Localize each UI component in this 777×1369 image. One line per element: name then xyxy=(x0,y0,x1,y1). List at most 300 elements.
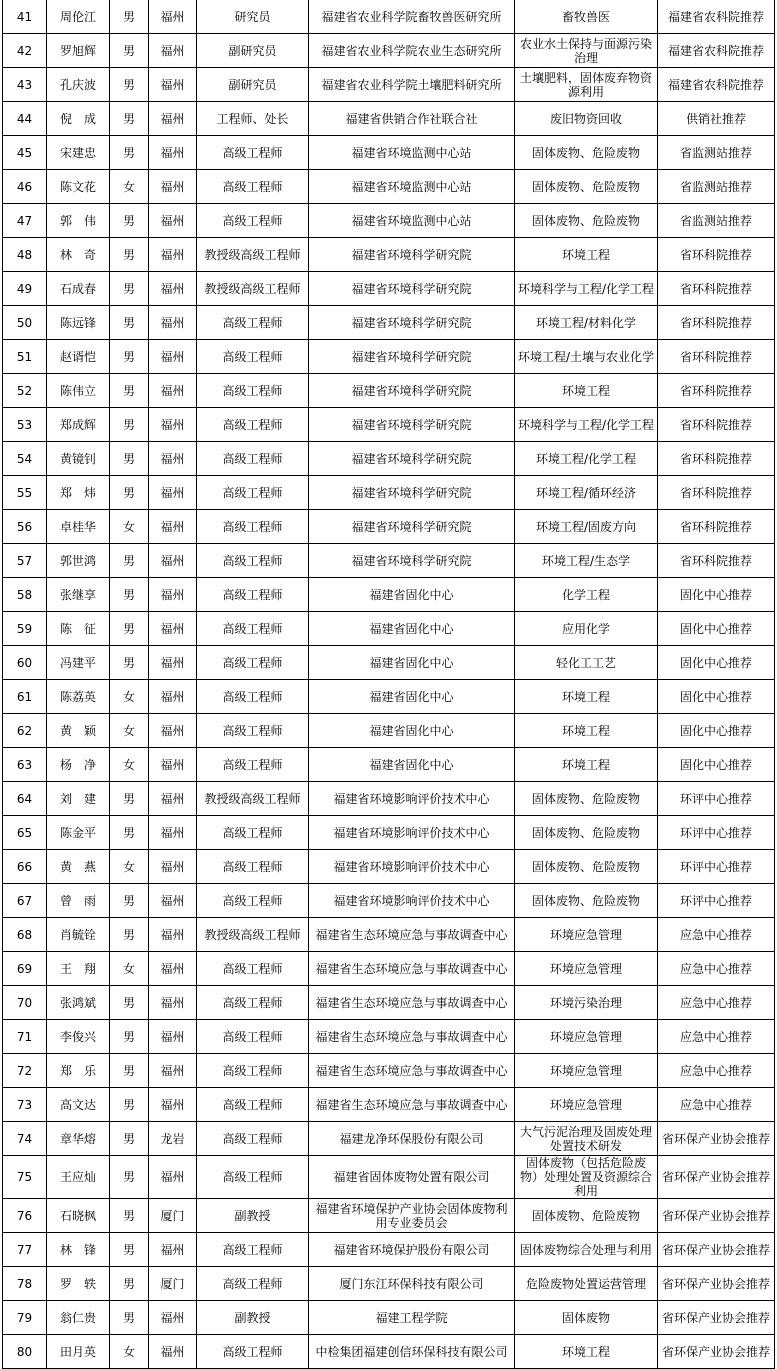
org-cell: 福建省固化中心 xyxy=(309,612,515,646)
title-cell: 高级工程师 xyxy=(197,680,309,714)
gender-cell: 男 xyxy=(110,374,149,408)
field-cell: 环境工程 xyxy=(515,680,658,714)
recommender-cell: 环评中心推荐 xyxy=(658,850,775,884)
field-cell: 环境工程 xyxy=(515,748,658,782)
table-row xyxy=(3,442,775,476)
title-cell: 高级工程师 xyxy=(197,408,309,442)
title-cell: 高级工程师 xyxy=(197,1088,309,1122)
title-cell: 副研究员 xyxy=(197,34,309,68)
name-cell: 陈 征 xyxy=(47,612,110,646)
title-cell: 高级工程师 xyxy=(197,204,309,238)
field-cell: 固体废物、危险废物 xyxy=(515,1199,658,1233)
table-row xyxy=(3,136,775,170)
gender-cell: 男 xyxy=(110,578,149,612)
city-cell: 福州 xyxy=(149,578,197,612)
title-cell: 高级工程师 xyxy=(197,340,309,374)
city-cell: 福州 xyxy=(149,850,197,884)
recommender-cell: 固化中心推荐 xyxy=(658,680,775,714)
gender-cell: 女 xyxy=(110,170,149,204)
gender-cell: 女 xyxy=(110,680,149,714)
city-cell: 福州 xyxy=(149,1301,197,1335)
city-cell: 厦门 xyxy=(149,1199,197,1233)
table-row xyxy=(3,782,775,816)
org-cell: 福建省固化中心 xyxy=(309,646,515,680)
recommender-cell: 环评中心推荐 xyxy=(658,782,775,816)
org-cell: 福建省生态环境应急与事故调查中心 xyxy=(309,1054,515,1088)
city-cell: 福州 xyxy=(149,1233,197,1267)
gender-cell: 男 xyxy=(110,0,149,34)
name-cell: 曾 雨 xyxy=(47,884,110,918)
number-cell: 76 xyxy=(3,1199,47,1233)
table-row xyxy=(3,340,775,374)
table-row xyxy=(3,986,775,1020)
field-cell: 环境应急管理 xyxy=(515,1020,658,1054)
name-cell: 陈伟立 xyxy=(47,374,110,408)
recommender-cell: 省环保产业协会推荐 xyxy=(658,1122,775,1156)
title-cell: 副教授 xyxy=(197,1199,309,1233)
name-cell: 李俊兴 xyxy=(47,1020,110,1054)
table-row xyxy=(3,612,775,646)
gender-cell: 男 xyxy=(110,68,149,102)
city-cell: 福州 xyxy=(149,680,197,714)
field-cell: 环境工程/土壤与农业化学 xyxy=(515,340,658,374)
table-row xyxy=(3,1156,775,1199)
org-cell: 福建工程学院 xyxy=(309,1301,515,1335)
org-cell: 福建省环境科学研究院 xyxy=(309,476,515,510)
recommender-cell: 省监测站推荐 xyxy=(658,170,775,204)
recommender-cell: 固化中心推荐 xyxy=(658,612,775,646)
recommender-cell: 省监测站推荐 xyxy=(658,204,775,238)
gender-cell: 男 xyxy=(110,1122,149,1156)
gender-cell: 男 xyxy=(110,204,149,238)
number-cell: 79 xyxy=(3,1301,47,1335)
title-cell: 高级工程师 xyxy=(197,170,309,204)
name-cell: 冯建平 xyxy=(47,646,110,680)
org-cell: 福建省环境监测中心站 xyxy=(309,136,515,170)
city-cell: 福州 xyxy=(149,1156,197,1199)
field-cell: 固体废物、危险废物 xyxy=(515,782,658,816)
recommender-cell: 福建省农科院推荐 xyxy=(658,0,775,34)
title-cell: 工程师、处长 xyxy=(197,102,309,136)
city-cell: 福州 xyxy=(149,374,197,408)
title-cell: 教授级高级工程师 xyxy=(197,272,309,306)
number-cell: 50 xyxy=(3,306,47,340)
gender-cell: 男 xyxy=(110,1156,149,1199)
number-cell: 63 xyxy=(3,748,47,782)
city-cell: 福州 xyxy=(149,1020,197,1054)
name-cell: 石成春 xyxy=(47,272,110,306)
city-cell: 福州 xyxy=(149,306,197,340)
title-cell: 教授级高级工程师 xyxy=(197,782,309,816)
table-row xyxy=(3,714,775,748)
city-cell: 福州 xyxy=(149,952,197,986)
city-cell: 福州 xyxy=(149,782,197,816)
name-cell: 罗 轶 xyxy=(47,1267,110,1301)
title-cell: 高级工程师 xyxy=(197,544,309,578)
recommender-cell: 福建省农科院推荐 xyxy=(658,34,775,68)
table-row xyxy=(3,1054,775,1088)
number-cell: 71 xyxy=(3,1020,47,1054)
gender-cell: 男 xyxy=(110,782,149,816)
number-cell: 47 xyxy=(3,204,47,238)
city-cell: 福州 xyxy=(149,102,197,136)
field-cell: 环境工程 xyxy=(515,1335,658,1369)
number-cell: 41 xyxy=(3,0,47,34)
number-cell: 53 xyxy=(3,408,47,442)
gender-cell: 男 xyxy=(110,1088,149,1122)
name-cell: 张鸿斌 xyxy=(47,986,110,1020)
recommender-cell: 应急中心推荐 xyxy=(658,1054,775,1088)
field-cell: 农业水土保持与面源污染治理 xyxy=(515,34,658,68)
table-row xyxy=(3,34,775,68)
recommender-cell: 省环科院推荐 xyxy=(658,340,775,374)
name-cell: 黄 颖 xyxy=(47,714,110,748)
city-cell: 福州 xyxy=(149,238,197,272)
number-cell: 45 xyxy=(3,136,47,170)
title-cell: 高级工程师 xyxy=(197,986,309,1020)
org-cell: 福建省环境影响评价技术中心 xyxy=(309,782,515,816)
table-row xyxy=(3,952,775,986)
city-cell: 福州 xyxy=(149,0,197,34)
table-row xyxy=(3,748,775,782)
table-row xyxy=(3,1233,775,1267)
title-cell: 高级工程师 xyxy=(197,816,309,850)
field-cell: 固体废物、危险废物 xyxy=(515,816,658,850)
org-cell: 福建省生态环境应急与事故调查中心 xyxy=(309,918,515,952)
number-cell: 66 xyxy=(3,850,47,884)
field-cell: 固体废物、危险废物 xyxy=(515,850,658,884)
gender-cell: 女 xyxy=(110,714,149,748)
gender-cell: 女 xyxy=(110,510,149,544)
name-cell: 陈荔英 xyxy=(47,680,110,714)
field-cell: 环境工程 xyxy=(515,374,658,408)
field-cell: 废旧物资回收 xyxy=(515,102,658,136)
org-cell: 福建省固化中心 xyxy=(309,748,515,782)
recommender-cell: 供销社推荐 xyxy=(658,102,775,136)
name-cell: 陈远锋 xyxy=(47,306,110,340)
field-cell: 固体废物（包括危险废物）处理处置及资源综合利用 xyxy=(515,1156,658,1199)
title-cell: 高级工程师 xyxy=(197,850,309,884)
field-cell: 环境应急管理 xyxy=(515,918,658,952)
gender-cell: 男 xyxy=(110,646,149,680)
field-cell: 畜牧兽医 xyxy=(515,0,658,34)
table-row xyxy=(3,680,775,714)
gender-cell: 男 xyxy=(110,136,149,170)
number-cell: 58 xyxy=(3,578,47,612)
name-cell: 陈金平 xyxy=(47,816,110,850)
number-cell: 70 xyxy=(3,986,47,1020)
table-row xyxy=(3,884,775,918)
field-cell: 环境科学与工程/化学工程 xyxy=(515,408,658,442)
gender-cell: 男 xyxy=(110,442,149,476)
org-cell: 福建省环境科学研究院 xyxy=(309,374,515,408)
recommender-cell: 固化中心推荐 xyxy=(658,748,775,782)
gender-cell: 男 xyxy=(110,1233,149,1267)
number-cell: 44 xyxy=(3,102,47,136)
city-cell: 福州 xyxy=(149,748,197,782)
table-row xyxy=(3,68,775,102)
org-cell: 福建省供销合作社联合社 xyxy=(309,102,515,136)
title-cell: 高级工程师 xyxy=(197,136,309,170)
number-cell: 54 xyxy=(3,442,47,476)
name-cell: 王应灿 xyxy=(47,1156,110,1199)
name-cell: 田月英 xyxy=(47,1335,110,1369)
name-cell: 肖毓铨 xyxy=(47,918,110,952)
gender-cell: 男 xyxy=(110,102,149,136)
gender-cell: 男 xyxy=(110,986,149,1020)
city-cell: 福州 xyxy=(149,34,197,68)
title-cell: 教授级高级工程师 xyxy=(197,238,309,272)
org-cell: 福建省生态环境应急与事故调查中心 xyxy=(309,1020,515,1054)
number-cell: 62 xyxy=(3,714,47,748)
org-cell: 福建省环境科学研究院 xyxy=(309,238,515,272)
gender-cell: 男 xyxy=(110,612,149,646)
org-cell: 福建省农业科学院土壤肥料研究所 xyxy=(309,68,515,102)
recommender-cell: 省环科院推荐 xyxy=(658,442,775,476)
table-row xyxy=(3,238,775,272)
number-cell: 55 xyxy=(3,476,47,510)
recommender-cell: 省环保产业协会推荐 xyxy=(658,1267,775,1301)
gender-cell: 男 xyxy=(110,306,149,340)
field-cell: 应用化学 xyxy=(515,612,658,646)
gender-cell: 男 xyxy=(110,884,149,918)
title-cell: 高级工程师 xyxy=(197,1122,309,1156)
name-cell: 石晓枫 xyxy=(47,1199,110,1233)
gender-cell: 男 xyxy=(110,1020,149,1054)
recommender-cell: 应急中心推荐 xyxy=(658,952,775,986)
recommender-cell: 环评中心推荐 xyxy=(658,816,775,850)
name-cell: 张继享 xyxy=(47,578,110,612)
city-cell: 福州 xyxy=(149,1054,197,1088)
number-cell: 51 xyxy=(3,340,47,374)
recommender-cell: 省环科院推荐 xyxy=(658,510,775,544)
org-cell: 福建省生态环境应急与事故调查中心 xyxy=(309,1088,515,1122)
table-row xyxy=(3,1020,775,1054)
number-cell: 69 xyxy=(3,952,47,986)
name-cell: 宋建忠 xyxy=(47,136,110,170)
table-row xyxy=(3,1267,775,1301)
name-cell: 陈文花 xyxy=(47,170,110,204)
number-cell: 64 xyxy=(3,782,47,816)
table-row xyxy=(3,544,775,578)
name-cell: 林 锋 xyxy=(47,1233,110,1267)
org-cell: 福建省环境科学研究院 xyxy=(309,544,515,578)
org-cell: 福建省环境监测中心站 xyxy=(309,204,515,238)
field-cell: 环境工程/化学工程 xyxy=(515,442,658,476)
number-cell: 60 xyxy=(3,646,47,680)
recommender-cell: 省环科院推荐 xyxy=(658,374,775,408)
title-cell: 高级工程师 xyxy=(197,748,309,782)
title-cell: 高级工程师 xyxy=(197,646,309,680)
title-cell: 教授级高级工程师 xyxy=(197,918,309,952)
org-cell: 福建省环境科学研究院 xyxy=(309,272,515,306)
number-cell: 75 xyxy=(3,1156,47,1199)
number-cell: 77 xyxy=(3,1233,47,1267)
field-cell: 大气污泥治理及固废处理处置技术研发 xyxy=(515,1122,658,1156)
table-row xyxy=(3,102,775,136)
number-cell: 72 xyxy=(3,1054,47,1088)
title-cell: 高级工程师 xyxy=(197,476,309,510)
title-cell: 高级工程师 xyxy=(197,306,309,340)
org-cell: 福建省环境影响评价技术中心 xyxy=(309,884,515,918)
field-cell: 固体废物、危险废物 xyxy=(515,170,658,204)
number-cell: 59 xyxy=(3,612,47,646)
gender-cell: 男 xyxy=(110,1267,149,1301)
table-row xyxy=(3,1301,775,1335)
field-cell: 轻化工工艺 xyxy=(515,646,658,680)
org-cell: 福建省环境科学研究院 xyxy=(309,510,515,544)
name-cell: 杨 净 xyxy=(47,748,110,782)
org-cell: 福建省环境科学研究院 xyxy=(309,340,515,374)
title-cell: 副教授 xyxy=(197,1301,309,1335)
name-cell: 章华熔 xyxy=(47,1122,110,1156)
field-cell: 环境工程/材料化学 xyxy=(515,306,658,340)
org-cell: 福建省环境保护股份有限公司 xyxy=(309,1233,515,1267)
city-cell: 福州 xyxy=(149,646,197,680)
recommender-cell: 省环科院推荐 xyxy=(658,476,775,510)
name-cell: 黄镜钊 xyxy=(47,442,110,476)
org-cell: 福建省环境科学研究院 xyxy=(309,442,515,476)
number-cell: 46 xyxy=(3,170,47,204)
gender-cell: 男 xyxy=(110,408,149,442)
city-cell: 福州 xyxy=(149,68,197,102)
gender-cell: 男 xyxy=(110,816,149,850)
title-cell: 高级工程师 xyxy=(197,442,309,476)
number-cell: 42 xyxy=(3,34,47,68)
gender-cell: 男 xyxy=(110,1199,149,1233)
field-cell: 环境科学与工程/化学工程 xyxy=(515,272,658,306)
number-cell: 61 xyxy=(3,680,47,714)
org-cell: 福建省固化中心 xyxy=(309,578,515,612)
table-row xyxy=(3,272,775,306)
name-cell: 郑成辉 xyxy=(47,408,110,442)
org-cell: 福建省固化中心 xyxy=(309,714,515,748)
expert-table xyxy=(2,0,775,1369)
table-row xyxy=(3,816,775,850)
number-cell: 43 xyxy=(3,68,47,102)
name-cell: 郭世鸿 xyxy=(47,544,110,578)
title-cell: 高级工程师 xyxy=(197,374,309,408)
org-cell: 福建省农业科学院畜牧兽医研究所 xyxy=(309,0,515,34)
title-cell: 研究员 xyxy=(197,0,309,34)
org-cell: 福建省环境保护产业协会固体废物利用专业委员会 xyxy=(309,1199,515,1233)
city-cell: 福州 xyxy=(149,510,197,544)
recommender-cell: 省环保产业协会推荐 xyxy=(658,1233,775,1267)
name-cell: 郑 炜 xyxy=(47,476,110,510)
title-cell: 副研究员 xyxy=(197,68,309,102)
org-cell: 福建省环境监测中心站 xyxy=(309,170,515,204)
name-cell: 倪 成 xyxy=(47,102,110,136)
name-cell: 高文达 xyxy=(47,1088,110,1122)
org-cell: 福建省固化中心 xyxy=(309,680,515,714)
title-cell: 高级工程师 xyxy=(197,952,309,986)
field-cell: 环境工程/循环经济 xyxy=(515,476,658,510)
gender-cell: 女 xyxy=(110,1335,149,1369)
recommender-cell: 福建省农科院推荐 xyxy=(658,68,775,102)
city-cell: 福州 xyxy=(149,544,197,578)
number-cell: 78 xyxy=(3,1267,47,1301)
field-cell: 环境工程 xyxy=(515,714,658,748)
name-cell: 林 奇 xyxy=(47,238,110,272)
number-cell: 49 xyxy=(3,272,47,306)
field-cell: 固体废物 xyxy=(515,1301,658,1335)
number-cell: 57 xyxy=(3,544,47,578)
name-cell: 刘 建 xyxy=(47,782,110,816)
org-cell: 福建省环境影响评价技术中心 xyxy=(309,816,515,850)
city-cell: 福州 xyxy=(149,476,197,510)
recommender-cell: 应急中心推荐 xyxy=(658,918,775,952)
name-cell: 黄 燕 xyxy=(47,850,110,884)
gender-cell: 女 xyxy=(110,748,149,782)
recommender-cell: 省环保产业协会推荐 xyxy=(658,1199,775,1233)
field-cell: 化学工程 xyxy=(515,578,658,612)
gender-cell: 男 xyxy=(110,238,149,272)
recommender-cell: 省环科院推荐 xyxy=(658,408,775,442)
table-row xyxy=(3,374,775,408)
table-row xyxy=(3,578,775,612)
org-cell: 福建省生态环境应急与事故调查中心 xyxy=(309,986,515,1020)
table-row xyxy=(3,204,775,238)
field-cell: 固体废物、危险废物 xyxy=(515,136,658,170)
city-cell: 福州 xyxy=(149,136,197,170)
number-cell: 48 xyxy=(3,238,47,272)
recommender-cell: 省环保产业协会推荐 xyxy=(658,1301,775,1335)
recommender-cell: 省环科院推荐 xyxy=(658,306,775,340)
number-cell: 80 xyxy=(3,1335,47,1369)
table-row xyxy=(3,170,775,204)
gender-cell: 男 xyxy=(110,272,149,306)
field-cell: 固体废物综合处理与利用 xyxy=(515,1233,658,1267)
number-cell: 73 xyxy=(3,1088,47,1122)
table-row xyxy=(3,918,775,952)
name-cell: 王 翔 xyxy=(47,952,110,986)
gender-cell: 男 xyxy=(110,34,149,68)
city-cell: 福州 xyxy=(149,714,197,748)
gender-cell: 男 xyxy=(110,1301,149,1335)
name-cell: 翁仁贵 xyxy=(47,1301,110,1335)
expert-table-body xyxy=(3,0,775,1369)
number-cell: 52 xyxy=(3,374,47,408)
table-row xyxy=(3,408,775,442)
org-cell: 福建省生态环境应急与事故调查中心 xyxy=(309,952,515,986)
org-cell: 中检集团福建创信环保科技有限公司 xyxy=(309,1335,515,1369)
org-cell: 福建省固体废物处置有限公司 xyxy=(309,1156,515,1199)
field-cell: 环境应急管理 xyxy=(515,952,658,986)
field-cell: 环境应急管理 xyxy=(515,1054,658,1088)
title-cell: 高级工程师 xyxy=(197,1054,309,1088)
city-cell: 福州 xyxy=(149,1335,197,1369)
field-cell: 土壤肥料，固体废弃物资源利用 xyxy=(515,68,658,102)
gender-cell: 男 xyxy=(110,544,149,578)
name-cell: 卓桂华 xyxy=(47,510,110,544)
city-cell: 福州 xyxy=(149,272,197,306)
title-cell: 高级工程师 xyxy=(197,884,309,918)
table-row xyxy=(3,476,775,510)
field-cell: 环境应急管理 xyxy=(515,1088,658,1122)
city-cell: 龙岩 xyxy=(149,1122,197,1156)
name-cell: 郭 伟 xyxy=(47,204,110,238)
field-cell: 环境污染治理 xyxy=(515,986,658,1020)
table-row xyxy=(3,1088,775,1122)
title-cell: 高级工程师 xyxy=(197,1267,309,1301)
org-cell: 福建龙净环保股份有限公司 xyxy=(309,1122,515,1156)
table-row xyxy=(3,0,775,34)
recommender-cell: 固化中心推荐 xyxy=(658,646,775,680)
city-cell: 福州 xyxy=(149,1088,197,1122)
field-cell: 环境工程 xyxy=(515,238,658,272)
recommender-cell: 省环保产业协会推荐 xyxy=(658,1335,775,1369)
recommender-cell: 省环科院推荐 xyxy=(658,544,775,578)
